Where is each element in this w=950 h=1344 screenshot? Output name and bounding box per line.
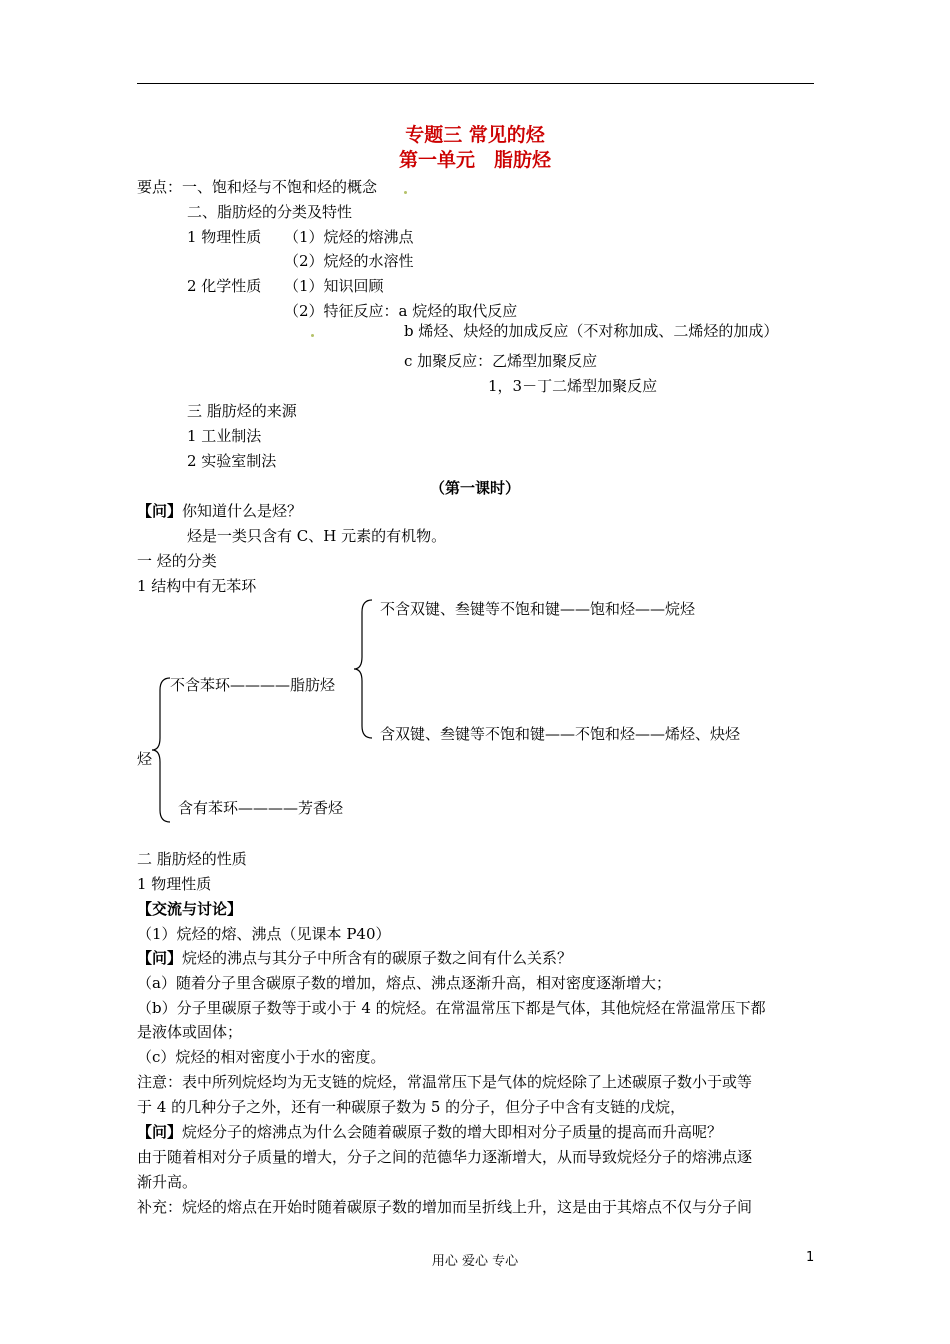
section-2-1-heading: 1 物理性质 bbox=[137, 875, 212, 893]
outline-line-3b: （1）烷烃的熔沸点 bbox=[284, 228, 414, 246]
note-line-2: 于 4 的几种分子之外，还有一种碳原子数为 5 的分子，但分子中含有支链的戊烷， bbox=[137, 1098, 686, 1116]
question-tag: 【问】 bbox=[137, 1123, 183, 1141]
outline-line-9: 1，3－丁二烯型加聚反应 bbox=[488, 377, 658, 395]
section-2-heading: 二 脂肪烃的性质 bbox=[137, 850, 247, 868]
question-tag: 【问】 bbox=[137, 949, 183, 967]
root-brace bbox=[150, 676, 172, 824]
aliphatic-brace bbox=[352, 598, 374, 740]
outline-line-12: 2 实验室制法 bbox=[187, 452, 277, 470]
answer-3-line-1: 由于随着相对分子质量的增大，分子之间的范德华力逐渐增大，从而导致烷烃分子的熔沸点逐 bbox=[137, 1148, 753, 1166]
question-tag: 【问】 bbox=[137, 502, 183, 520]
tree-branch-aromatic: 含有苯环————芳香烃 bbox=[178, 799, 344, 817]
section-1-1-heading: 1 结构中有无苯环 bbox=[137, 577, 257, 595]
outline-line-4: （2）烷烃的水溶性 bbox=[284, 252, 414, 270]
outline-line-10: 三 脂肪烃的来源 bbox=[187, 402, 297, 420]
question-text: 烷烃分子的熔沸点为什么会随着碳原子数的增大即相对分子质量的提高而升高呢？ bbox=[182, 1123, 723, 1141]
answer-1: 烃是一类只含有 C、H 元素的有机物。 bbox=[187, 527, 447, 545]
answer-3-line-2: 渐升高。 bbox=[137, 1173, 198, 1191]
question-text: 烷烃的沸点与其分子中所含有的碳原子数之间有什么关系？ bbox=[182, 949, 573, 967]
outline-line-2: 二、脂肪烃的分类及特性 bbox=[187, 203, 353, 221]
outline-line-5a: 2 化学性质 bbox=[187, 277, 262, 295]
outline-line-5b: （1）知识回顾 bbox=[284, 277, 384, 295]
tree-root: 烃 bbox=[137, 750, 153, 768]
discussion-heading: 【交流与讨论】 bbox=[137, 900, 243, 918]
paragraph-1: （1）烷烃的熔、沸点（见课本 P40） bbox=[137, 925, 391, 943]
question-2 bbox=[137, 948, 572, 968]
header-rule bbox=[137, 83, 814, 84]
outline-line-1: 要点：一、饱和烃与不饱和烃的概念 bbox=[137, 178, 378, 196]
question-3 bbox=[137, 1122, 722, 1142]
point-c: （c）烷烃的相对密度小于水的密度。 bbox=[137, 1048, 386, 1066]
note-line-1: 注意：表中所列烷烃均为无支链的烷烃，常温常压下是气体的烷烃除了上述碳原子数小于或等 bbox=[137, 1073, 753, 1091]
tree-leaf-unsaturated: 含双键、叁键等不饱和键——不饱和烃——烯烃、炔烃 bbox=[380, 725, 741, 743]
section-1-heading: 一 烃的分类 bbox=[137, 552, 217, 570]
question-1 bbox=[137, 501, 302, 521]
lesson-label: （第一课时） bbox=[429, 479, 520, 497]
unit-title: 第一单元 脂肪烃 bbox=[398, 149, 551, 171]
outline-line-11: 1 工业制法 bbox=[187, 427, 262, 445]
tree-leaf-saturated: 不含双键、叁键等不饱和键——饱和烃——烷烃 bbox=[380, 600, 696, 618]
point-b-line-2: 是液体或固体； bbox=[137, 1023, 243, 1041]
page-footer: 用心 爱心 专心 bbox=[431, 1254, 519, 1269]
outline-line-6: （2）特征反应：a 烷烃的取代反应 bbox=[284, 302, 518, 320]
point-b-line-1: （b）分子里碳原子数等于或小于 4 的烷烃。在常温常压下都是气体，其他烷烃在常温常压下都 bbox=[137, 999, 766, 1017]
chapter-title: 专题三 常见的烃 bbox=[405, 124, 545, 146]
decorative-dot bbox=[404, 191, 407, 194]
outline-line-8: c 加聚反应：乙烯型加聚反应 bbox=[404, 352, 598, 370]
outline-line-3a: 1 物理性质 bbox=[187, 228, 262, 246]
page-number: 1 bbox=[806, 1250, 815, 1265]
decorative-dot bbox=[311, 334, 314, 337]
point-a: （a）随着分子里含碳原子数的增加，熔点、沸点逐渐升高，相对密度逐渐增大； bbox=[137, 974, 671, 992]
supplement-line: 补充：烷烃的熔点在开始时随着碳原子数的增加而呈折线上升，这是由于其熔点不仅与分子间 bbox=[137, 1198, 753, 1216]
outline-line-7: b 烯烃、炔烃的加成反应（不对称加成、二烯烃的加成） bbox=[404, 322, 779, 340]
tree-branch-aliphatic: 不含苯环————脂肪烃 bbox=[170, 676, 336, 694]
question-text: 你知道什么是烃？ bbox=[182, 502, 303, 520]
